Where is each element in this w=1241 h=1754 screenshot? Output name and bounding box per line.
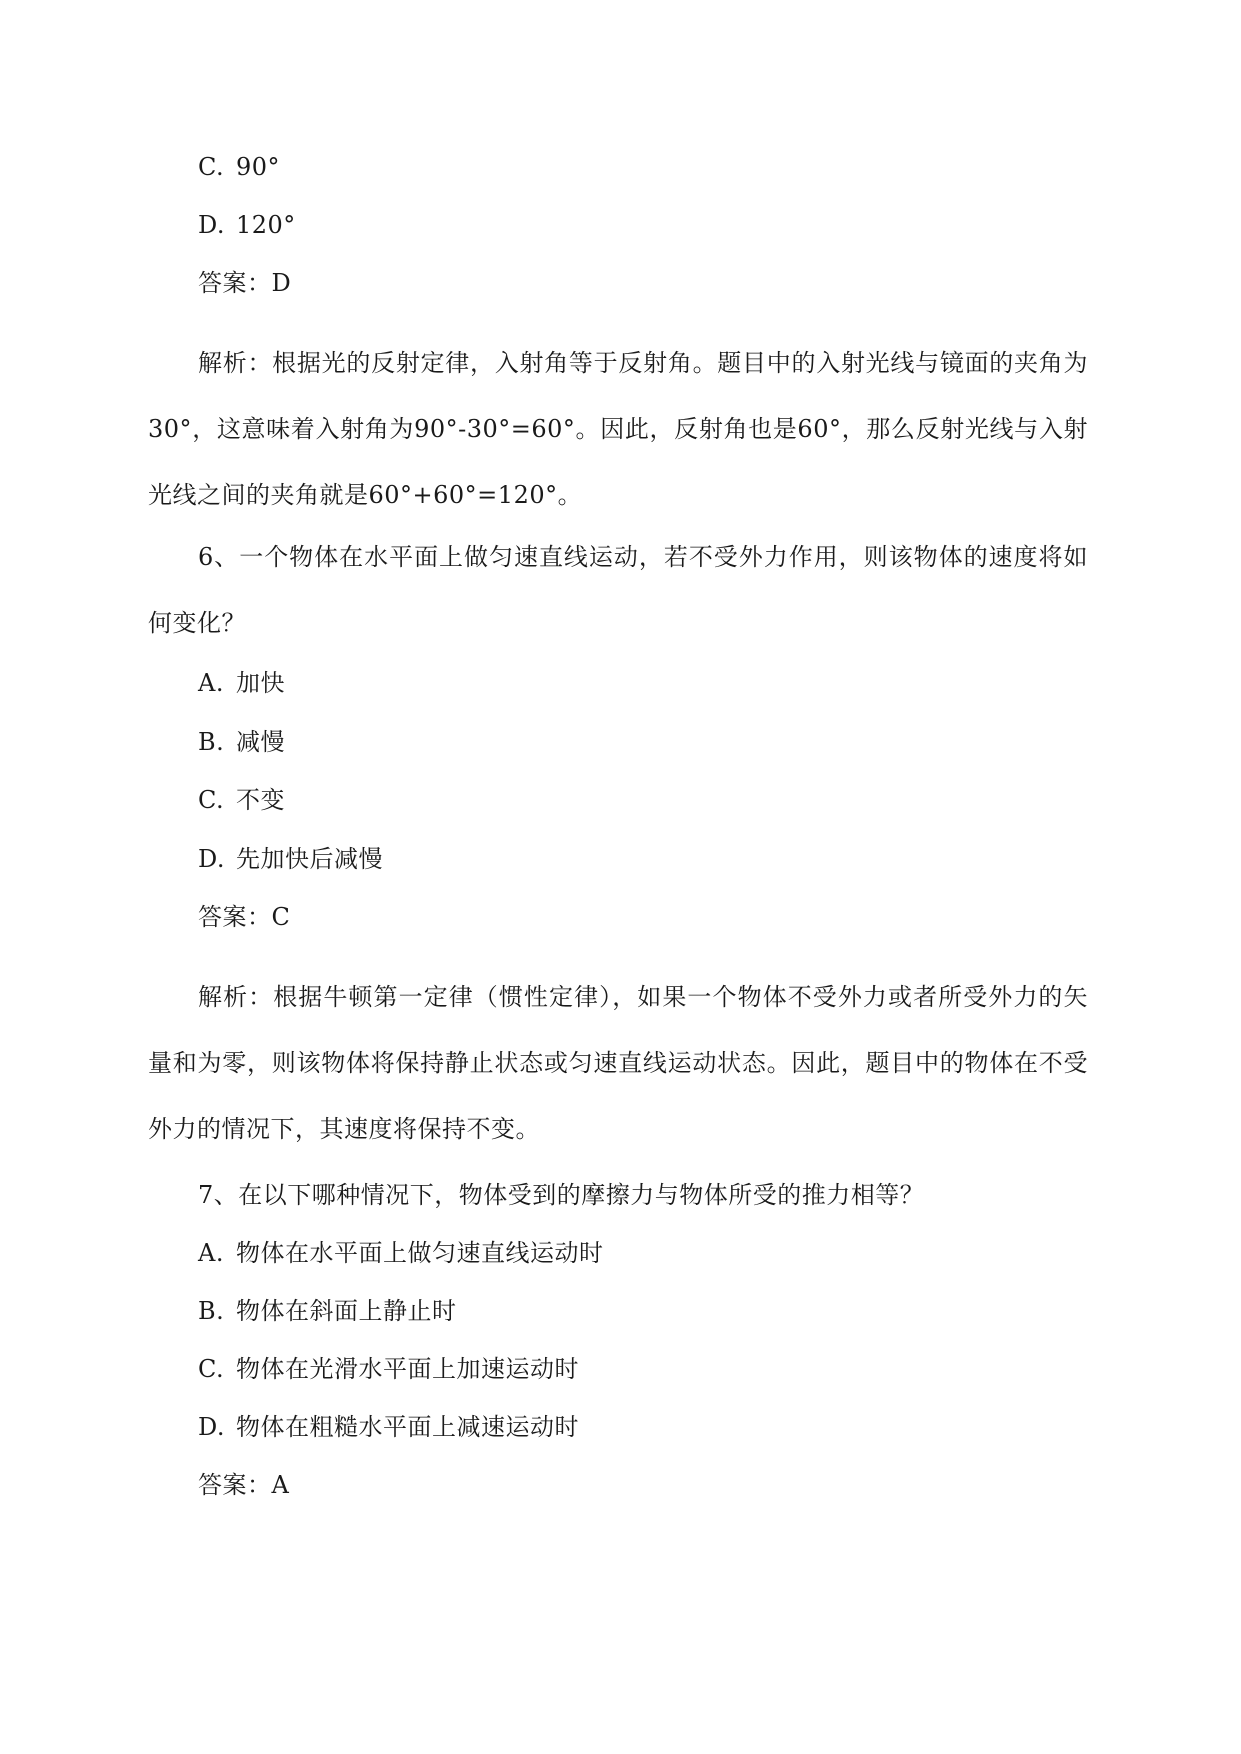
q7-option-c — [198, 1354, 579, 1384]
q5-option-d — [198, 210, 296, 240]
option-letter: B. — [198, 728, 225, 756]
option-letter: B. — [198, 1297, 225, 1325]
option-letter: A. — [198, 669, 224, 697]
q6-analysis: 解析：根据牛顿第一定律（惯性定律），如果一个物体不受外力或者所受外力的矢量和为零，则该物体将保持静止状态或匀速直线运动状态。因此，题目中的物体在不受外力的情况下，其速度将保持不变。 — [148, 983, 1088, 1143]
q6-question: 6、一个物体在水平面上做匀速直线运动，若不受外力作用，则该物体的速度将如何变化？ — [148, 543, 1088, 637]
option-letter: D. — [198, 1413, 226, 1441]
q7-option-b — [198, 1296, 457, 1326]
option-text: 物体在光滑水平面上加速运动时 — [236, 1355, 579, 1383]
option-letter: D. — [198, 211, 226, 239]
option-text: 90° — [236, 153, 281, 181]
q6-option-c — [198, 785, 285, 815]
option-text: 减慢 — [236, 728, 285, 756]
option-text: 先加快后减慢 — [236, 845, 383, 873]
q6-option-d — [198, 844, 383, 874]
q5-answer: 答案：D — [198, 269, 292, 297]
option-text: 不变 — [236, 786, 285, 814]
q5-analysis: 解析：根据光的反射定律，入射角等于反射角。题目中的入射光线与镜面的夹角为30°，这意味着入射角为90°-30°=60°。因此，反射角也是60°，那么反射光线与入射光线之间的夹角就是60°+60°=120°。 — [148, 349, 1088, 509]
option-letter: C. — [198, 786, 225, 814]
option-letter: C. — [198, 1355, 225, 1383]
q7-option-d — [198, 1412, 579, 1442]
option-text: 加快 — [236, 669, 285, 697]
q7-answer: 答案：A — [198, 1471, 290, 1499]
q5-option-c — [198, 152, 280, 182]
option-text: 物体在粗糙水平面上减速运动时 — [236, 1413, 579, 1441]
option-text: 120° — [236, 211, 296, 239]
q6-answer: 答案：C — [198, 903, 291, 931]
option-letter: C. — [198, 153, 225, 181]
option-letter: A. — [198, 1239, 224, 1267]
q6-option-b — [198, 727, 285, 757]
option-letter: D. — [198, 845, 226, 873]
q7-option-a — [198, 1238, 604, 1268]
q6-option-a — [198, 668, 285, 698]
q7-question: 7、在以下哪种情况下，物体受到的摩擦力与物体所受的推力相等？ — [198, 1181, 925, 1209]
option-text: 物体在水平面上做匀速直线运动时 — [236, 1239, 604, 1267]
option-text: 物体在斜面上静止时 — [236, 1297, 457, 1325]
